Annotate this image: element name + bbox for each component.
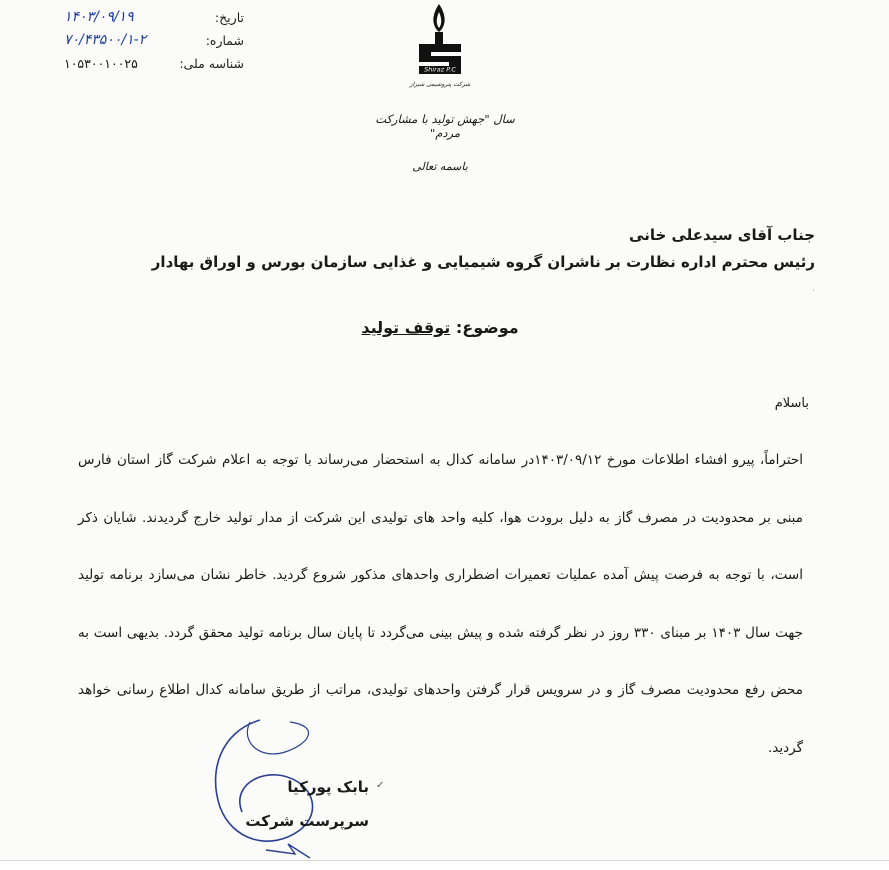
date-value: ۱۴۰۳/۰۹/۱۹ (64, 9, 134, 25)
recipient-block (115, 222, 815, 276)
date-row (64, 6, 244, 29)
year-slogan: سال "جهش تولید با مشارکت مردم" (375, 112, 515, 140)
paper-speck: · (812, 286, 815, 296)
signature-initial-mark: ✓ (376, 780, 385, 791)
greeting: باسلام (774, 396, 809, 411)
subject-value: توقف تولید (361, 318, 451, 337)
recipient-name: جناب آقای سیدعلی خانی (629, 226, 815, 244)
recipient-title: رئیس محترم اداره نظارت بر ناشران گروه شیمیایی و غذایی سازمان بورس و اوراق بهادار (151, 253, 815, 271)
number-row (64, 29, 244, 52)
letter-meta (64, 6, 244, 75)
svg-text:شرکت پتروشیمی شیراز: شرکت پتروشیمی شیراز (409, 81, 471, 88)
signer-title: سرپرست شرکت (245, 812, 369, 830)
signer-block (169, 770, 369, 838)
number-label: شماره: (205, 33, 244, 48)
invocation: باسمه تعالی (412, 160, 468, 173)
svg-text:Shiraz P.C: Shiraz P.C (424, 65, 456, 74)
company-logo (405, 2, 475, 94)
subject-line (330, 318, 550, 337)
letter-body: احتراماً، پیرو افشاء اطلاعات مورخ ۱۴۰۳/۰۹/۱۲در سامانه کدال به استحضار می‌رساند با توجه به اعلام شرکت گاز استان فارس مبنی بر محدودیت در مصرف گاز به دلیل برودت هوا، کلیه واحد های تولیدی این شرکت از مدار تولید خارج گردیدند. شایان ذکر است، با توجه به فرصت پیش آمده عملیات تعمیرات اضطراری واحدهای مذکور شروع گردید. خاطر نشان می‌سازد برنامه تولید جهت سال ۱۴۰۳ بر مبنای ۳۳۰ روز در نظر گرفته شده و پیش بینی می‌گردد تا پایان سال برنامه تولید محقق گردد. بدیهی است به محض رفع محدودیت مصرف گاز و در سرویس قرار گرفتن واحدهای تولیدی، مراتب از طریق سامانه کدال اطلاع رسانی خواهد گردید. (78, 452, 804, 756)
national-id-value: ۱۰۵۳۰۰۱۰۰۲۵ (64, 56, 138, 71)
signer-name: بابک پورکیا (287, 778, 369, 796)
national-id-row (64, 52, 244, 75)
national-id-label: شناسه ملی: (179, 56, 244, 71)
date-label: تاریخ: (214, 10, 244, 25)
number-value: ۷۰/۴۳۵۰۰/۱-۲ (64, 32, 147, 48)
subject-label: موضوع: (455, 318, 519, 337)
